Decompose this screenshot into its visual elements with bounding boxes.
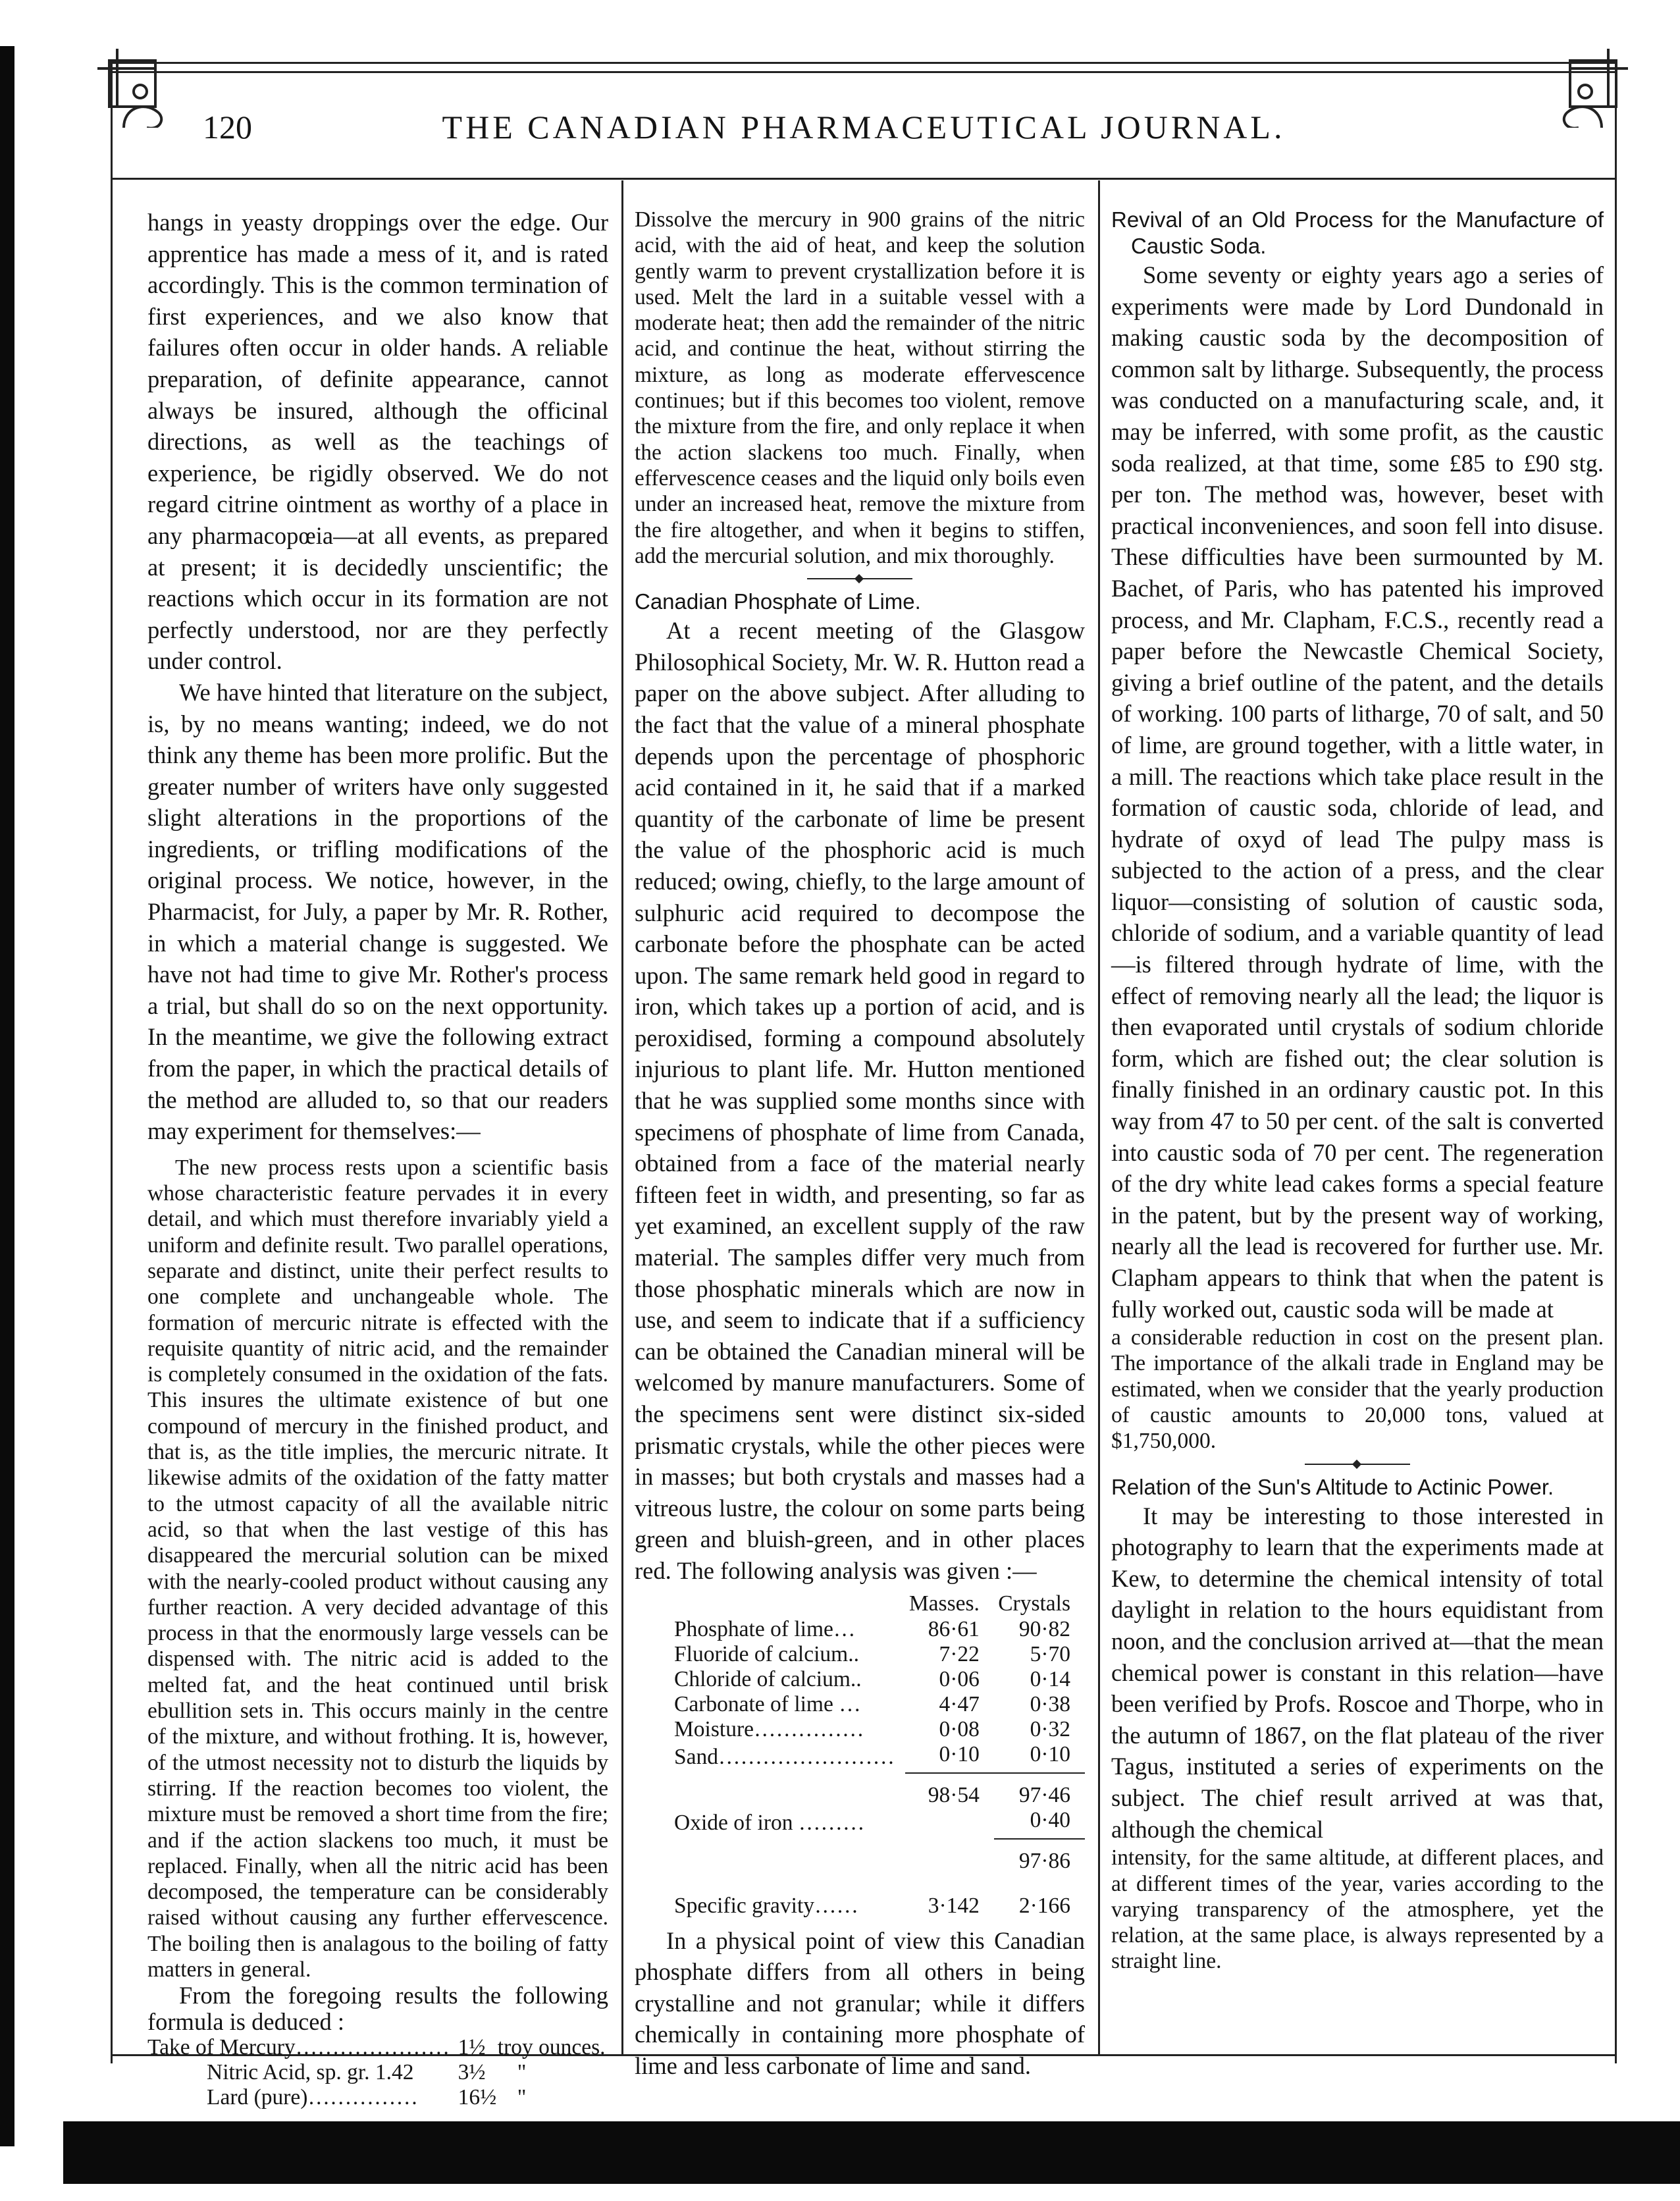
paragraph: Dissolve the mercury in 900 grains of the nitric acid, with the aid of heat, and keep the solution gently warm to prevent crystallization before it is used. Melt the lard in a suitable vessel with a moderate heat; then add the remainder of the nitric acid, and continue the heat, without stirring the mixture, as long as moderate effervescence continues; but if this becomes too violent, remove the mixture from the fire, and only replace it when the action slackens too much. Finally, when effervescence ceases and the liquid only boils even under an increased heat, remove the mixture from the fire altogether, and when it begins to stiffen, add the mercurial solution, and mix thoroughly. [635, 207, 1085, 568]
analysis-row [635, 1642, 1085, 1667]
column-rule-1 [621, 180, 623, 2054]
analysis-iron-row [635, 1808, 1085, 1839]
page-number: 120 [203, 109, 252, 146]
column-rule-2 [1098, 180, 1100, 2054]
iron-crystals: 0·40 [994, 1808, 1085, 1839]
right-frame-rule [1615, 62, 1617, 2063]
formula-unit: " [517, 2085, 527, 2110]
running-header [111, 108, 1617, 161]
formula-row [147, 2060, 608, 2085]
analysis-row [635, 1667, 1085, 1692]
paragraph: From the foregoing results the following formula is deduced : [147, 1982, 608, 2036]
analysis-label: Fluoride of calcium.. [674, 1641, 859, 1666]
analysis-total-row [635, 1839, 1085, 1894]
analysis-row [635, 1617, 1085, 1642]
analysis-masses: 4·47 [939, 1691, 980, 1716]
top-rule [111, 62, 1617, 64]
paragraph-continuation-block [1111, 1845, 1604, 1974]
section-heading: Relation of the Sun's Altitude to Actinic Power. [1111, 1474, 1554, 1499]
analysis-header-row [635, 1591, 1085, 1617]
column-1 [147, 207, 608, 2110]
analysis-row [635, 1742, 1085, 1773]
formula-unit: troy ounces. [497, 2035, 606, 2060]
analysis-label: Sand…………………… [674, 1745, 895, 1770]
column-header-masses: Masses. [908, 1591, 980, 1616]
analysis-table [635, 1591, 1085, 1919]
formula-label: Lard (pure)…………… [207, 2085, 418, 2110]
gravity-masses: 3·142 [928, 1893, 980, 1918]
analysis-crystals: 0·14 [1030, 1666, 1070, 1691]
paragraph: The new process rests upon a scientific basis whose characteristic feature pervades it in every detail, and which must therefore invariably yield a uniform and definite result. Two parallel operations, separate and distinct, unite their perfect results to one complete and unchangeable whole. The formation of mercuric nitrate is effected with the requisite quantity of nitric acid, and the remainder is completely consumed in the oxidation of the fats. This insures the ultimate existence of but one compound of mercury in the finished product, and that is, as the title implies, the mercuric nitrate. It likewise admits of the oxidation of the fatty matter to the utmost capacity of all the available nitric acid, so that when the last vestige of this has disappeared the mercurial solution can be mixed with the nearly-cooled product without causing any further reaction. A very decided advantage of this process in that the enormously large vessels can be dispensed with. The nitric acid is added to the melted fat, and the heat continued until brisk ebullition sets in. This occurs mainly in the centre of the mixture, and without frothing. It is, however, of the utmost necessity not to disturb the liquids by stirring. If the reaction becomes too violent, the mixture must be removed a short time from the fire; and if the action slackens too much, it must be replaced. Finally, when all the nitric acid has been decomposed, the temperature can be considerably raised without causing any further effervescence. The boiling then is analagous to the boiling of fatty matters in general. [147, 1155, 608, 1982]
analysis-crystals: 0·32 [1030, 1716, 1070, 1741]
paragraph: Some seventy or eighty years ago a series of experiments were made by Lord Dundonald in making caustic soda by the decomposition of common salt by litharge. Subsequently, the process was conducted on a manufacturing scale, and, it may be inferred, with some profit, as the caustic soda realized, at that time, some £85 to £90 stg. per ton. The method was, however, beset with practical inconveniences, and soon fell into disuse. These difficulties have been surmounted by M. Bachet, of Paris, who has patented his improved process, and Mr. Clapham, F.C.S., recently read a paper before the Newcastle Chemical Society, giving a brief outline of the patent, and the details of working. 100 parts of litharge, 70 of salt, and 50 of lime, are ground together, with a little water, in a mill. The reactions which take place result in the formation of caustic soda, chloride of lead, and hydrate of oxyd of lead The pulpy mass is subjected to the action of a press, and the clear liquor—consisting of solution of caustic soda, chloride of sodium, and a variable quantity of lead—is filtered through hydrate of lime, with the effect of removing nearly all the lead; the liquor is then evaporated until crystals of sodium chloride form, which are fished out; the clear solution is finally finished in an ordinary caustic pot. In this way from 47 to 50 per cent. of the salt is converted into caustic soda of 70 per cent. The regeneration of the dry white lead cakes forms a special feature in the patent, but by the present way of working, nearly all the lead is recovered for further use. Mr. Clapham appears to think that when the patent is fully worked out, caustic soda will be made at [1111, 261, 1604, 1323]
analysis-crystals: 0·38 [1030, 1691, 1070, 1716]
paragraph: In a physical point of view this Canadian phosphate differs from all others in being crystalline and not granular; while it differs chemically in containing more phosphate of lime and less carbonate of lime and sand. [635, 1926, 1085, 2079]
analysis-masses: 0·06 [939, 1666, 980, 1691]
formula-unit: " [517, 2060, 527, 2085]
paragraph: a considerable reduction in cost on the present plan. The importance of the alkali trade in England may be estimated, when we consider that the yearly production of caustic amounts to 20,000 tons, valued at $1,750,000. [1111, 1325, 1604, 1454]
formula-qty: 3½ [458, 2060, 486, 2085]
formula-label: Take of Mercury………………… [147, 2035, 450, 2060]
analysis-masses: 0·08 [939, 1716, 980, 1741]
analysis-label: Specific gravity…… [674, 1893, 859, 1918]
formula-label: Nitric Acid, sp. gr. 1.42 [207, 2060, 414, 2085]
formula-qty: 16½ [458, 2085, 497, 2110]
section-heading: Revival of an Old Process for the Manufacture of Caustic Soda. [1111, 207, 1604, 258]
formula-qty: 1½ [458, 2035, 486, 2060]
paragraph: hangs in yeasty droppings over the edge. Our apprentice has made a mess of it, and is rated accordingly. This is the common termination of first experiences, and we also know that failures often occur in older hands. A reliable preparation, of definite appearance, cannot always be insured, although the officinal directions, as well as the teachings of experience, be rigidly observed. We do not regard citrine ointment as worthy of a place in any pharmacopœia—at all events, as prepared at present; it is decidedly unscientific; the reactions which occur in its formation are not perfectly understood, nor are they perfectly under control. [147, 209, 608, 675]
column-header-crystals: Crystals [998, 1591, 1070, 1616]
analysis-crystals: 90·82 [1018, 1616, 1070, 1641]
directions-block [635, 207, 1085, 569]
column-3 [1111, 207, 1604, 1975]
analysis-label: Chloride of calcium.. [674, 1666, 862, 1691]
gravity-crystals: 2·166 [1018, 1893, 1070, 1918]
top-rule-inner [111, 71, 1617, 73]
paragraph: It may be interesting to those interested in photography to learn that the experiments made at Kew, to determine the chemical intensity of total daylight in relation to the hours equidistant from noon, and the conclusion arrived at—that the mean chemical power is constant in this relation—have been verified by Profs. Roscoe and Thorpe, who in the autumn of 1867, on the flat plateau of the river Tagus, instituted a series of experiments on the subject. The chief result arrived at was that, although the chemical [1111, 1502, 1604, 1843]
analysis-crystals: 0·10 [994, 1742, 1085, 1773]
analysis-gravity-row [635, 1894, 1085, 1919]
sum-masses: 98·54 [928, 1782, 980, 1807]
header-rule [111, 178, 1617, 180]
analysis-masses: 7·22 [939, 1641, 980, 1666]
paragraph: At a recent meeting of the Glasgow Philosophical Society, Mr. W. R. Hutton read a paper on the above subject. After alluding to the fact that the value of a mineral phosphate depends upon the percentage of phosphoric acid contained in it, he said that if a marked quantity of the carbonate of lime be present the value of the phosphoric acid is much reduced; owing, chiefly, to the large amount of sulphuric acid required to decompose the carbonate before the phosphate can be acted upon. The same remark held good in regard to iron, which takes up a portion of acid, and is peroxidised, forming a compound absolutely injurious to plant life. Mr. Hutton mentioned that he was supplied some months since with specimens of phosphate of lime from Canada, obtained from a face of the material nearly fifteen feet in width, and presenting, so far as yet examined, an excellent supply of the raw material. The samples differ very much from those phosphatic minerals which are now in use, and seem to indicate that if a sufficiency can be obtained the Canadian mineral will be welcomed by manure manufacturers. Some of the specimens sent were distinct six-sided prismatic crystals, while the other pieces were in masses; but both crystals and masses had a vitreous lustre, the colour on some parts being green and bluish-green, and in other places red. The following analysis was given :— [635, 617, 1085, 1584]
total-crystals: 97·86 [1018, 1848, 1070, 1873]
analysis-masses: 86·61 [928, 1616, 980, 1641]
page-frame [111, 62, 1617, 2110]
quoted-extract [147, 1155, 608, 1983]
journal-title: THE CANADIAN PHARMACEUTICAL JOURNAL. [442, 109, 1286, 146]
paragraph: intensity, for the same altitude, at different places, and at different times of the year, varies according to the varying transparency of the atmosphere, yet the relation, at the same place, is always represented by a straight line. [1111, 1845, 1604, 1974]
scan-bottom-bar [63, 2121, 1680, 2184]
analysis-sum-row [635, 1773, 1085, 1808]
analysis-masses: 0·10 [905, 1742, 994, 1773]
formula-row [147, 2085, 608, 2110]
analysis-label: Moisture…………… [674, 1716, 864, 1741]
analysis-label: Oxide of iron ……… [674, 1811, 865, 1836]
section-divider [1305, 1464, 1410, 1465]
column-2 [635, 207, 1085, 2082]
analysis-row [635, 1692, 1085, 1717]
formula-table [147, 2035, 608, 2110]
paragraph: We have hinted that literature on the subject, is, by no means wanting; indeed, we do not think any theme has been more prolific. But the greater number of writers have only suggested slight alterations in the proportions of the ingredients, or trifling modifications of the original process. We notice, however, in the Pharmacist, for July, a paper by Mr. R. Rother, in which a material change is suggested. We have not had time to give Mr. Rother's process a trial, but shall do so on the next opportunity. In the meantime, we give the following extract from the paper, in which the practical details of the method are alluded to, so that our readers may experiment for themselves:— [147, 678, 608, 1145]
analysis-crystals: 5·70 [1030, 1641, 1070, 1666]
analysis-label: Phosphate of lime… [674, 1616, 856, 1641]
section-divider [807, 578, 912, 579]
analysis-label: Carbonate of lime … [674, 1691, 861, 1716]
section-heading: Canadian Phosphate of Lime. [635, 589, 921, 614]
scan-left-edge [0, 46, 14, 2146]
analysis-row [635, 1717, 1085, 1742]
paragraph-continuation-block [1111, 1325, 1604, 1454]
left-frame-rule [111, 62, 113, 2063]
formula-row [147, 2035, 608, 2060]
sum-crystals: 97·46 [1018, 1782, 1070, 1807]
